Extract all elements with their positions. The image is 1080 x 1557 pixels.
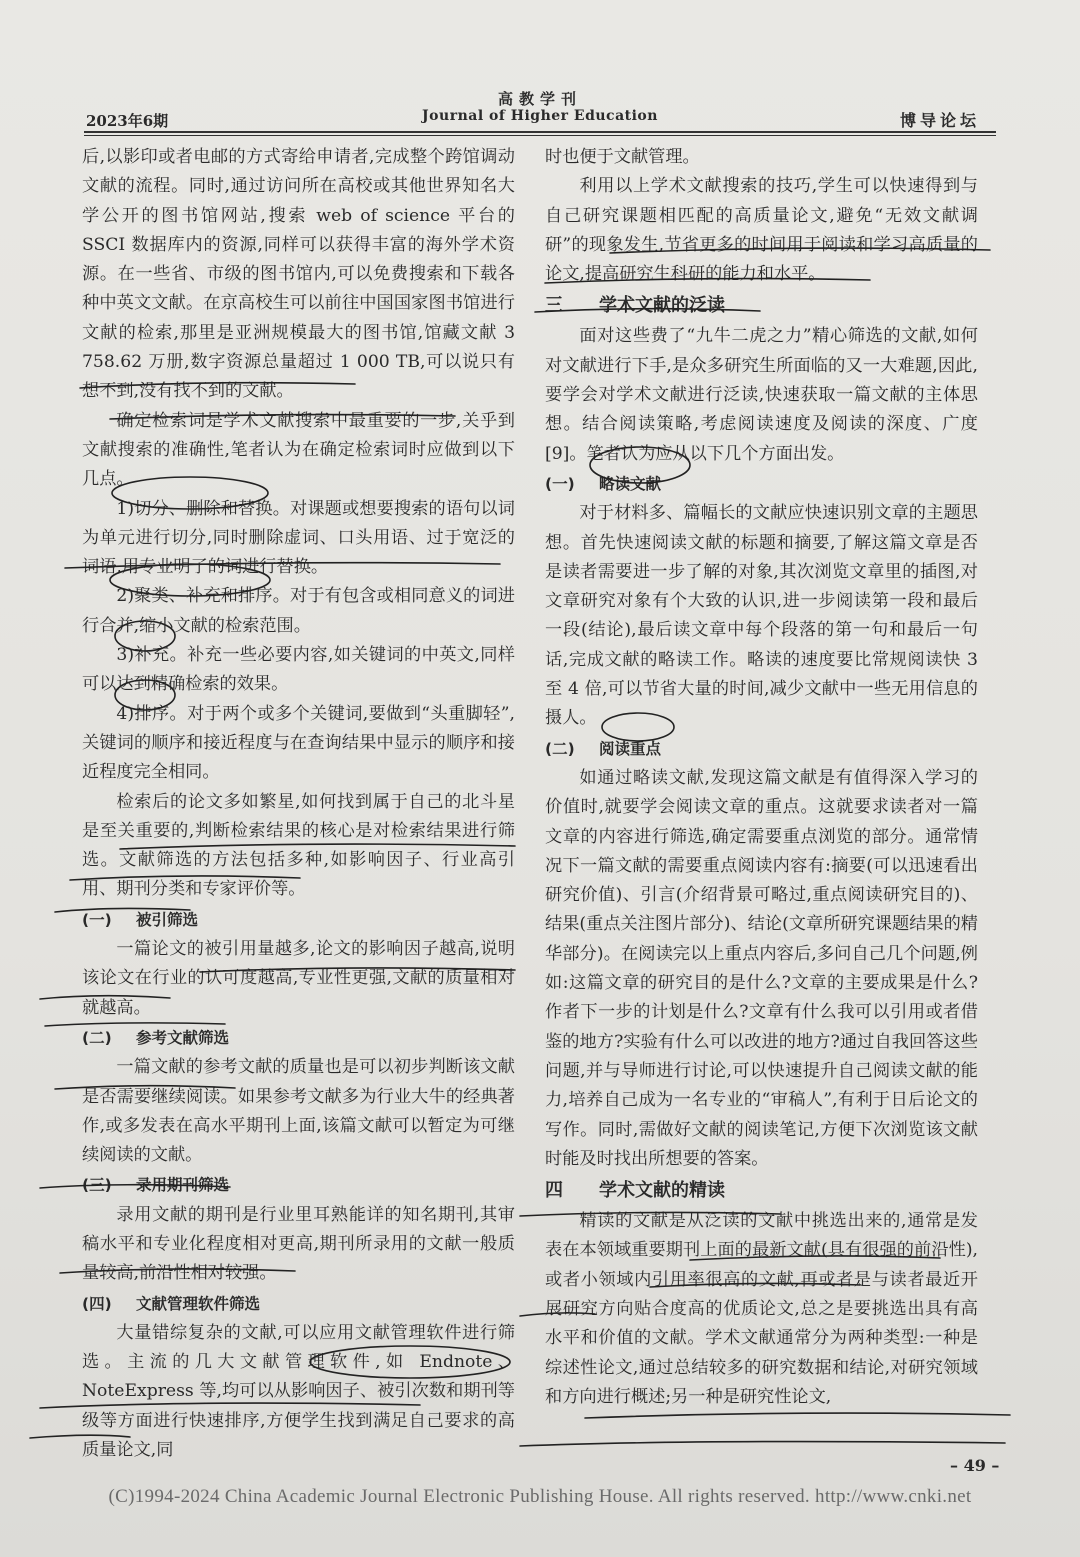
header-rule-thin (84, 135, 996, 136)
subheading (82, 1290, 515, 1319)
ink-underline (520, 1442, 1005, 1446)
subheading (545, 470, 978, 499)
subheading-title: 参考文献筛选 (136, 1028, 230, 1047)
paragraph: 确定检索词是学术文献搜索中最重要的一步,关乎到文献搜索的准确性,笔者认为在确定检索词时应做到以下几点。 (82, 410, 515, 490)
subheading-title: 录用期刊筛选 (136, 1176, 230, 1195)
section-heading (545, 290, 978, 322)
subheading-title: 被引筛选 (136, 910, 199, 929)
subheading-number: (二) (82, 1028, 112, 1047)
paragraph: 录用文献的期刊是行业里耳熟能详的知名期刊,其审稿水平和专业化程度相对更高,期刊所录用的文献一般质量较高,前沿性相对较强。 (82, 1204, 515, 1284)
paragraph: 检索后的论文多如繁星,如何找到属于自己的北斗星是至关重要的,判断检索结果的核心是对检索结果进行筛选。文献筛选的方法包括多种,如影响因子、行业高引用、期刊分类和专家评价等。 (82, 791, 515, 900)
right-column (545, 143, 978, 1412)
page-number: – 49 – (950, 1456, 1000, 1475)
left-column (82, 143, 515, 1465)
subheading-title: 略读文献 (599, 474, 662, 493)
section-title: 学术文献的精读 (599, 1180, 725, 1202)
subheading-number: (一) (545, 474, 575, 493)
subheading (82, 1024, 515, 1053)
subheading-number: (一) (82, 910, 112, 929)
paragraph: 精读的文献是从泛读的文献中挑选出来的,通常是发表在本领域重要期刊上面的最新文献(具有很强的前沿性),或者小领域内引用率很高的文献,再或者是与读者最近开展研究方向贴合度高的优质论文,总之是要挑选出具有高水平和价值的文献。学术文献通常分为两种类型:一种是综述性论文,通过总结较多的研究数据和结论,对研究领域和方向进行概述;另一种是研究性论文, (545, 1211, 978, 1407)
paragraph: 3)补充。补充一些必要内容,如关键词的中英文,同样可以达到精确检索的效果。 (82, 645, 515, 695)
column-name: 博导论坛 (900, 111, 981, 130)
header-rule (84, 131, 996, 133)
paragraph: 一篇论文的被引用量越多,论文的影响因子越高,说明该论文在行业的认可度越高,专业性更强,文献的质量相对就越高。 (82, 939, 515, 1018)
paragraph: 如通过略读文献,发现这篇文献是有值得深入学习的价值时,就要学会阅读文章的重点。这就要求读者对一篇文章的内容进行筛选,确定需要重点浏览的部分。通常情况下一篇文献的需要重点阅读内容有:摘要(可以迅速看出研究价值)、引言(介绍背景可略过,重点阅读研究目的)、结果(重点关注图片部分)、结论(文章所研究课题结果的精华部分)。在阅读完以上重点内容后,多问自己几个问题,例如:这篇文章的研究目的是什么?文章的主要成果是什么?作者下一步的计划是什么?文章有什么我可以引用或者借鉴的地方?实验有什么可以改进的地方?通过自我回答这些问题,并与导师进行讨论,可以快速提升自己阅读文献的能力,培养自己成为一名专业的“审稿人”,有利于日后论文的写作。同时,需做好文献的阅读笔记,方便下次浏览该文献时能及时找出所想要的答案。 (545, 767, 978, 1169)
section-title: 学术文献的泛读 (599, 295, 725, 317)
subheading (82, 906, 515, 935)
paragraph: 时也便于文献管理。 (545, 147, 700, 167)
subheading-title: 阅读重点 (599, 739, 662, 758)
paragraph: 面对这些费了“九牛二虎之力”精心筛选的文献,如何对文献进行下手,是众多研究生所面临的又一大难题,因此,要学会对学术文献进行泛读,快速获取一篇文献的主体思想。结合阅读策略,考虑阅读速度及阅读的深度、广度[9]。笔者认为应从以下几个方面出发。 (545, 326, 978, 464)
issue-label: 2023年6期 (86, 112, 169, 130)
subheading-number: (三) (82, 1176, 112, 1195)
ink-underline (585, 1413, 1010, 1418)
subheading-number: (四) (82, 1294, 112, 1313)
paragraph: 大量错综复杂的文献,可以应用文献管理软件进行筛选。主流的几大文献管理软件,如 Endnote、NoteExpress 等,均可以从影响因子、被引次数和期刊等级等方面进行快速排序,方便学生找到满足自己要求的高质量论文,同 (82, 1322, 515, 1461)
paragraph: 利用以上学术文献搜索的技巧,学生可以快速得到与自己研究课题相匹配的高质量论文,避免“无效文献调研”的现象发生,节省更多的时间用于阅读和学习高质量的论文,提高研究生科研的能力和水平。 (545, 176, 978, 285)
journal-title-en: Journal of Higher Education (422, 108, 658, 124)
copyright-line: (C)1994-2024 China Academic Journal Electronic Publishing House. All rights reserved. http://www.cnki.net (108, 1486, 972, 1507)
section-number: 四 (545, 1180, 563, 1202)
subheading-title: 文献管理软件筛选 (136, 1294, 261, 1313)
subheading (82, 1171, 515, 1200)
subheading (545, 735, 978, 764)
paragraph: 2)聚类、补充和排序。对于有包含或相同意义的词进行合并,缩小文献的检索范围。 (82, 586, 515, 636)
paragraph: 后,以影印或者电邮的方式寄给申请者,完成整个跨馆调动文献的流程。同时,通过访问所在高校或其他世界知名大学公开的图书馆网站,搜索 web of science 平台的 SSCI 数据库内的资源,同样可以获得丰富的海外学术资源。在一些省、市级的图书馆内,可以免费搜索和下载各种中英文文献。在京高校生可以前往中国国家图书馆进行文献的检索,那里是亚洲规模最大的图书馆,馆藏文献 3 758.62 万册,数字资源总量超过 1 000 TB,可以说只有想不到,没有找不到的文献。 (82, 147, 515, 402)
paragraph: 一篇文献的参考文献的质量也是可以初步判断该文献是否需要继续阅读。如果参考文献多为行业大牛的经典著作,或多发表在高水平期刊上面,该篇文献可以暂定为可继续阅读的文献。 (82, 1057, 515, 1166)
paragraph: 对于材料多、篇幅长的文献应快速识别文章的主题思想。首先快速阅读文献的标题和摘要,了解这篇文章是否是读者需要进一步了解的对象,其次浏览文章里的插图,对文章研究对象有个大致的认识,进一步阅读第一段和最后一段(结论),最后读文章中每个段落的第一句和最后一句话,完成文献的略读工作。略读的速度要比常规阅读快 3 至 4 倍,可以节省大量的时间,减少文献中一些无用信息的摄人。 (545, 503, 978, 729)
paragraph: 1)切分、删除和替换。对课题或想要搜索的语句以词为单元进行切分,同时删除虚词、口头用语、过于宽泛的词语,用专业明了的词进行替换。 (82, 498, 515, 578)
subheading-number: (二) (545, 739, 575, 758)
section-number: 三 (545, 295, 563, 317)
paragraph: 4)排序。对于两个或多个关键词,要做到“头重脚轻”,关键词的顺序和接近程度与在查询结果中显示的顺序和接近程度完全相同。 (82, 703, 515, 783)
journal-title-cn: 高教学刊 (497, 90, 582, 108)
section-heading (545, 1175, 978, 1207)
